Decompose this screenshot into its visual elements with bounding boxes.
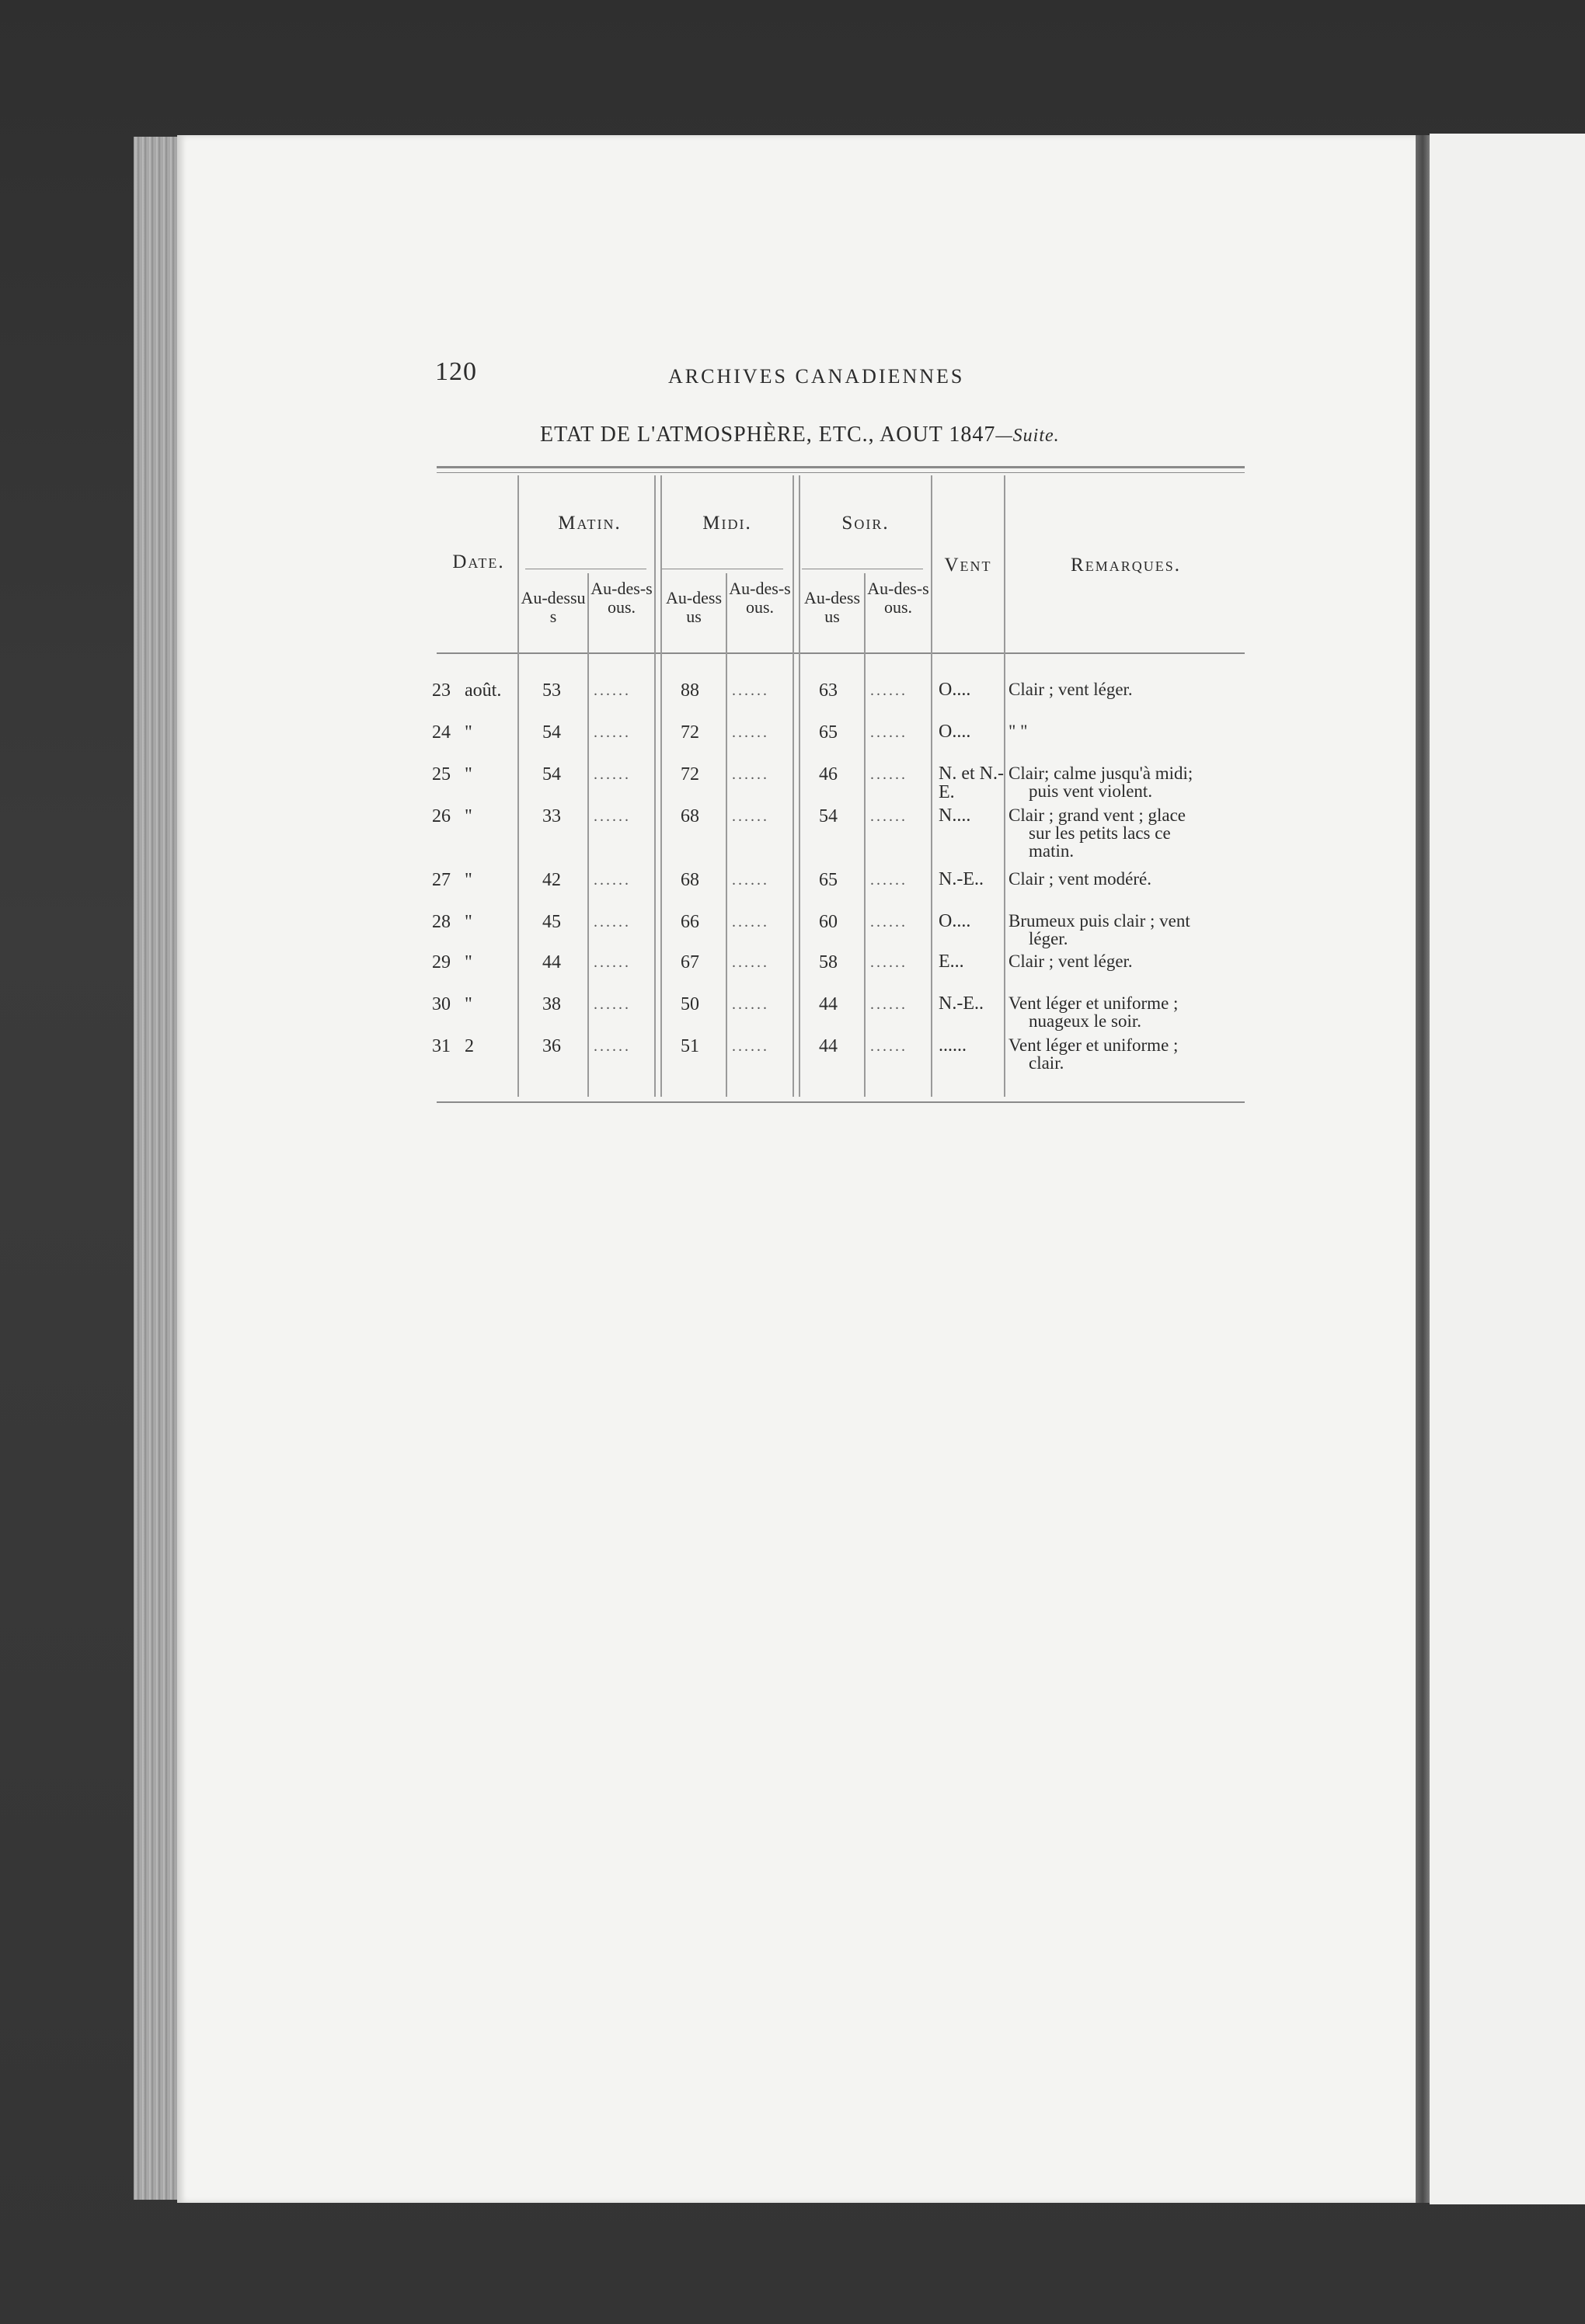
row-month: 2 (465, 1036, 474, 1056)
row-month: " (465, 994, 472, 1014)
row-month: " (465, 912, 472, 932)
row-soir-value: 60 (819, 912, 838, 932)
table-title (540, 423, 1060, 447)
row-soir-value: 46 (819, 764, 838, 785)
row-remark-line: sur les petits lacs ce (1029, 823, 1171, 843)
row-midi-value: 67 (681, 952, 699, 972)
row-day: 24 (432, 722, 451, 743)
row-remark-line: Clair ; vent modéré. (1008, 869, 1151, 889)
row-soir-value: 44 (819, 1036, 838, 1056)
header-midi-au-dessus: Au-dessus (665, 588, 723, 626)
row-remark (1008, 870, 1257, 888)
row-remark-line: clair. (1029, 1053, 1064, 1073)
row-soir-leader: ...... (870, 872, 907, 889)
row-soir-leader: ...... (870, 954, 907, 971)
vline-matin-end (654, 475, 656, 1097)
row-midi-value: 68 (681, 870, 699, 890)
row-remark (1008, 806, 1257, 860)
header-soir: Soir. (841, 513, 890, 534)
row-midi-leader: ...... (732, 766, 769, 783)
row-midi-value: 72 (681, 722, 699, 743)
row-remark-line: " " (1008, 722, 1028, 741)
row-matin-leader: ...... (594, 724, 631, 741)
row-matin-value: 45 (542, 912, 561, 932)
row-vent: N.... (939, 805, 971, 826)
row-midi-value: 66 (681, 912, 699, 932)
row-remark (1008, 1036, 1257, 1072)
row-remark-line: Vent léger et uniforme ; (1008, 1035, 1179, 1055)
row-matin-leader: ...... (594, 808, 631, 825)
row-matin-value: 54 (542, 722, 561, 743)
row-month: " (465, 870, 472, 890)
row-midi-value: 51 (681, 1036, 699, 1056)
book-gutter (1416, 135, 1430, 2203)
table-top-rule-thin (437, 472, 1245, 473)
row-soir-leader: ...... (870, 682, 907, 699)
vline-matin-mid (587, 573, 589, 1097)
header-matin: Matin. (558, 513, 622, 534)
row-midi-value: 88 (681, 680, 699, 701)
vline-midi-end (792, 475, 794, 1097)
row-vent: O.... (939, 722, 971, 742)
row-day: 31 (432, 1036, 451, 1056)
row-soir-leader: ...... (870, 1038, 907, 1055)
row-vent: N.-E.. (939, 869, 984, 889)
row-midi-value: 50 (681, 994, 699, 1014)
table-title-suite: —Suite. (995, 426, 1060, 446)
vline-midi-mid (726, 573, 727, 1097)
row-matin-value: 44 (542, 952, 561, 972)
row-remark-line: Brumeux puis clair ; vent (1008, 911, 1190, 931)
row-remark (1008, 680, 1257, 698)
row-soir-value: 63 (819, 680, 838, 701)
vline-soir-start (799, 475, 800, 1097)
row-vent: N. et N.-E. (939, 764, 1004, 802)
row-soir-leader: ...... (870, 996, 907, 1013)
row-matin-value: 54 (542, 764, 561, 785)
row-remark-line: Clair ; vent léger. (1008, 680, 1133, 699)
row-day: 28 (432, 912, 451, 932)
row-month: " (465, 952, 472, 972)
row-day: 29 (432, 952, 451, 972)
row-matin-value: 38 (542, 994, 561, 1014)
row-month: " (465, 806, 472, 826)
header-vent: Vent (944, 555, 992, 576)
row-remark-line: nuageux le soir. (1029, 1011, 1141, 1031)
running-head: ARCHIVES CANADIENNES (668, 365, 965, 388)
row-soir-value: 65 (819, 722, 838, 743)
row-matin-leader: ...... (594, 913, 631, 931)
row-soir-leader: ...... (870, 766, 907, 783)
row-month: août. (465, 680, 502, 701)
row-midi-leader: ...... (732, 954, 769, 971)
table-title-main: ETAT DE L'ATMOSPHÈRE, ETC., AOUT 1847 (540, 423, 996, 447)
row-matin-value: 36 (542, 1036, 561, 1056)
row-remark (1008, 994, 1257, 1030)
row-day: 30 (432, 994, 451, 1014)
facing-page (1430, 134, 1585, 2204)
vline-vent-end (1004, 475, 1005, 1097)
row-midi-leader: ...... (732, 872, 769, 889)
row-month: " (465, 764, 472, 785)
row-vent: N.-E.. (939, 993, 984, 1014)
header-matin-au-dessus: Au-dessus (521, 588, 586, 626)
row-day: 25 (432, 764, 451, 785)
row-soir-value: 54 (819, 806, 838, 826)
row-remark-line: Clair ; vent léger. (1008, 952, 1133, 971)
row-soir-value: 44 (819, 994, 838, 1014)
row-vent: O.... (939, 911, 971, 931)
row-matin-value: 53 (542, 680, 561, 701)
row-remark (1008, 722, 1257, 740)
row-remark (1008, 952, 1257, 970)
vline-soir-mid (864, 573, 866, 1097)
row-day: 27 (432, 870, 451, 890)
header-soir-au-dessous: Au-des-sous. (867, 579, 929, 617)
vline-midi-start (660, 475, 662, 1097)
page-number: 120 (435, 357, 477, 386)
header-remarques: Remarques. (1071, 555, 1181, 576)
row-midi-value: 72 (681, 764, 699, 785)
row-soir-leader: ...... (870, 724, 907, 741)
row-day: 26 (432, 806, 451, 826)
row-remark-line: Clair; calme jusqu'à midi; (1008, 764, 1193, 783)
vline-date (517, 475, 519, 1097)
header-matin-au-dessous: Au-des-sous. (590, 579, 653, 617)
row-matin-value: 33 (542, 806, 561, 826)
row-matin-leader: ...... (594, 1038, 631, 1055)
row-midi-leader: ...... (732, 682, 769, 699)
row-midi-leader: ...... (732, 996, 769, 1013)
header-midi-au-dessous: Au-des-sous. (729, 579, 791, 617)
book-page-edges (134, 137, 180, 2200)
row-remark-line: Clair ; grand vent ; glace (1008, 805, 1186, 825)
row-matin-leader: ...... (594, 996, 631, 1013)
row-midi-leader: ...... (732, 808, 769, 825)
table-top-rule (437, 466, 1245, 468)
row-matin-leader: ...... (594, 766, 631, 783)
row-remark-line: puis vent violent. (1029, 781, 1153, 801)
row-vent: O.... (939, 680, 971, 700)
header-date: Date. (452, 551, 505, 572)
row-vent: ...... (939, 1035, 967, 1056)
row-matin-leader: ...... (594, 872, 631, 889)
header-soir-au-dessus: Au-dessus (803, 588, 861, 626)
row-midi-leader: ...... (732, 724, 769, 741)
row-soir-leader: ...... (870, 913, 907, 931)
row-soir-value: 58 (819, 952, 838, 972)
row-month: " (465, 722, 472, 743)
row-matin-leader: ...... (594, 682, 631, 699)
row-remark (1008, 764, 1257, 800)
header-midi: Midi. (702, 513, 752, 534)
row-matin-leader: ...... (594, 954, 631, 971)
row-remark-line: léger. (1029, 929, 1068, 948)
row-vent: E... (939, 952, 964, 972)
row-soir-value: 65 (819, 870, 838, 890)
row-remark-line: Vent léger et uniforme ; (1008, 993, 1179, 1013)
row-day: 23 (432, 680, 451, 701)
row-matin-value: 42 (542, 870, 561, 890)
row-soir-leader: ...... (870, 808, 907, 825)
row-remark-line: matin. (1029, 841, 1075, 861)
row-midi-value: 68 (681, 806, 699, 826)
table-bottom-rule (437, 1101, 1245, 1103)
row-midi-leader: ...... (732, 1038, 769, 1055)
row-midi-leader: ...... (732, 913, 769, 931)
header-bottom-rule (437, 652, 1245, 654)
row-remark (1008, 912, 1257, 948)
